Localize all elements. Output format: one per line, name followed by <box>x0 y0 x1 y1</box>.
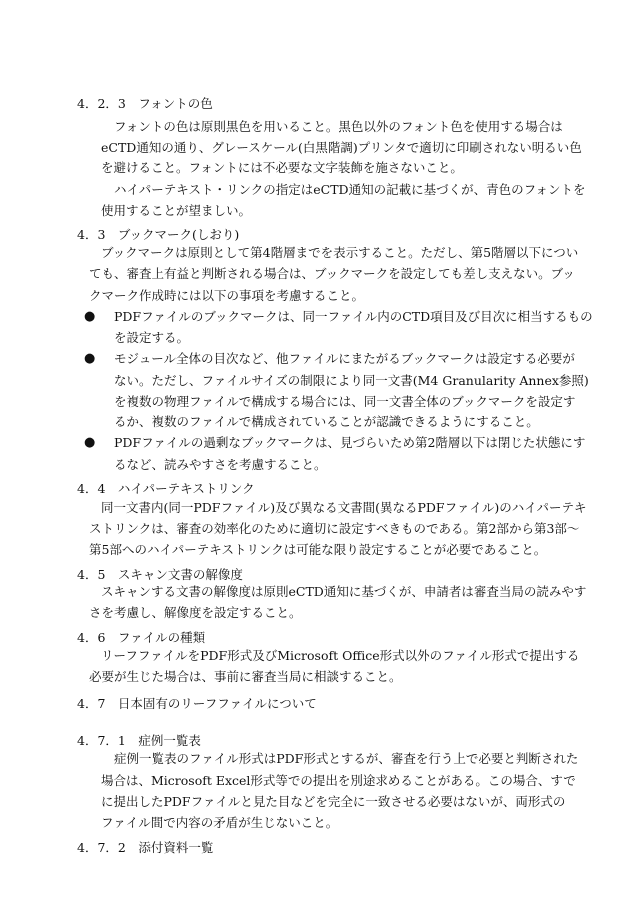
bullet-line: を設定する。 <box>114 330 190 345</box>
paragraph-line: 同一文書内(同一PDFファイル)及び異なる文書間(異なるPDFファイル)のハイパーテキ <box>101 500 587 515</box>
bullet-icon: ● <box>84 435 96 450</box>
section-heading-4-7-1: 4．7．1 症例一覧表 <box>77 733 201 748</box>
bullet-icon: ● <box>84 351 96 366</box>
section-heading-4-3: 4．3 ブックマーク(しおり) <box>77 227 240 242</box>
bullet-line: PDFファイルの過剰なブックマークは、見づらいため第2階層以下は閉じた状態にす <box>114 435 586 450</box>
paragraph-line: を避けること。フォントには不必要な文字装飾を施さないこと。 <box>101 160 463 175</box>
paragraph-line: ブックマークは原則として第4階層までを表示すること。ただし、第5階層以下につい <box>101 245 579 260</box>
paragraph-line: ハイパーテキスト・リンクの指定はeCTD通知の記載に基づくが、青色のフォントを <box>114 182 586 197</box>
paragraph-line: ても、審査上有益と判断される場合は、ブックマークを設定しても差し支えない。ブッ <box>89 266 575 281</box>
paragraph-line: 第5部へのハイパーテキストリンクは可能な限り設定することが必要であること。 <box>89 542 547 557</box>
section-heading-4-7: 4．7 日本固有のリーフファイルについて <box>77 696 317 711</box>
paragraph-line: スキャンする文書の解像度は原則eCTD通知に基づくが、申請者は審査当局の読みやす <box>101 584 587 599</box>
bullet-icon: ● <box>84 309 96 324</box>
paragraph-line: eCTD通知の通り、グレースケール(白黒階調)プリンタで適切に印刷されない明るい色 <box>101 140 582 155</box>
bullet-line: るなど、読みやすさを考慮すること。 <box>114 457 327 472</box>
section-heading-4-6: 4．6 ファイルの種類 <box>77 630 206 645</box>
bullet-line: モジュール全体の目次など、他ファイルにまたがるブックマークは設定する必要が <box>114 351 575 366</box>
paragraph-line: 場合は、Microsoft Excel形式等での提出を別途求めることがある。この場合、すで <box>101 773 576 788</box>
bullet-line: を複数の物理ファイルで構成する場合には、同一文書全体のブックマークを設定す <box>114 394 576 409</box>
paragraph-line: リーフファイルをPDF形式及びMicrosoft Office形式以外のファイル形式で提出する <box>101 648 580 663</box>
paragraph-line: ファイル間で内容の矛盾が生じないこと。 <box>101 815 339 830</box>
section-heading-4-5: 4．5 スキャン文書の解像度 <box>77 567 243 582</box>
bullet-line: ない。ただし、ファイルサイズの制限により同一文書(M4 Granularity Annex参照) <box>114 373 589 388</box>
paragraph-line: に提出したPDFファイルと見た目などを完全に一致させる必要はないが、両形式の <box>101 794 566 809</box>
paragraph-line: 症例一覧表のファイル形式はPDF形式とするが、審査を行う上で必要と判断された <box>114 751 579 766</box>
section-heading-4-2-3: 4．2．3 フォントの色 <box>77 96 213 111</box>
section-heading-4-7-2: 4．7．2 添付資料一覧 <box>77 840 214 855</box>
bullet-line: PDFファイルのブックマークは、同一ファイル内のCTD項目及び目次に相当するもの <box>114 309 593 324</box>
paragraph-line: フォントの色は原則黒色を用いること。黒色以外のフォント色を使用する場合は <box>114 119 563 134</box>
bullet-line: るか、複数のファイルで構成されていることが認識できるようにすること。 <box>114 414 539 429</box>
paragraph-line: 必要が生じた場合は、事前に審査当局に相談すること。 <box>89 669 402 684</box>
section-heading-4-4: 4．4 ハイパーテキストリンク <box>77 481 255 496</box>
paragraph-line: ストリンクは、審査の効率化のために適切に設定すべきものである。第2部から第3部～ <box>89 521 580 536</box>
paragraph-line: クマーク作成時には以下の事項を考慮すること。 <box>89 288 365 303</box>
paragraph-line: 使用することが望ましい。 <box>101 203 252 218</box>
paragraph-line: さを考慮し、解像度を設定すること。 <box>89 605 302 620</box>
